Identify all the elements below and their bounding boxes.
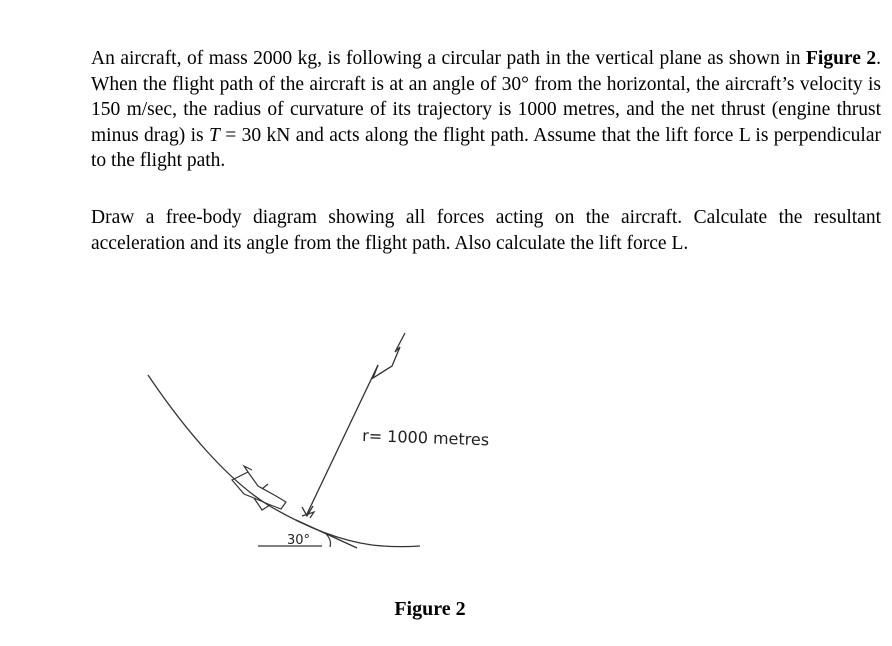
radius-label: r= 1000 metres — [361, 426, 490, 450]
problem-statement — [91, 46, 881, 174]
problem-text-3: = 30 kN and acts along the flight path. Assume that the lift force L is perpendicular to the flight path. — [91, 124, 881, 171]
figure-caption-text: Figure 2 — [394, 598, 466, 620]
figure-2-diagram — [0, 290, 892, 610]
angle-label: 30° — [287, 533, 311, 548]
flight-path-arc — [148, 375, 420, 547]
figure-caption — [0, 598, 892, 621]
question-text: Draw a free-body diagram showing all forces acting on the aircraft. Calculate the resultant acceleration and its angle from the flight path. Also calculate the lift force L. — [91, 207, 881, 254]
thrust-symbol: T — [208, 124, 220, 146]
radius-break-squiggle — [373, 333, 405, 378]
figure-reference: Figure 2 — [805, 48, 877, 69]
aircraft-sketch — [232, 466, 286, 510]
problem-text-1: An aircraft, of mass 2000 kg, is following a circular path in the vertical plane as shown in — [91, 48, 806, 69]
problem-text-2: . When the flight path of the aircraft is at an angle of 30° from the horizontal, the aircraft’s velocity is 150 m/sec, the radius of curvature of its trajectory is 1000 metres, and the net thrust (engine thrust minus drag) is — [91, 48, 881, 146]
